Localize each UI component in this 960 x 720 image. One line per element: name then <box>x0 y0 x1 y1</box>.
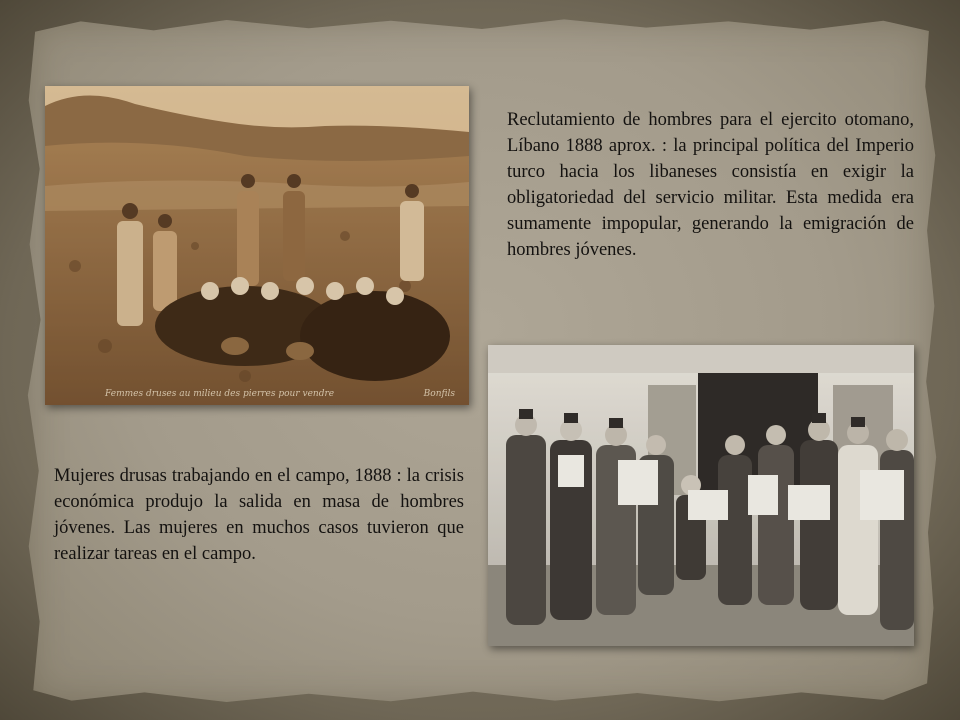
recruitment-illustration <box>488 345 914 646</box>
recruitment-description: Reclutamiento de hombres para el ejercito otomano, Líbano 1888 aprox. : la principal política del Imperio turco hacia los libaneses consistía en exigir la obligatoriedad del servicio militar. Esta medida era sumamente impopular, generando la emigración de hombres jóvenes. <box>507 109 914 260</box>
photo-inscription: Femmes druses au milieu des pierres pour vendre <box>105 389 335 399</box>
photo-ottoman-recruitment <box>488 345 914 646</box>
photo-signature: Bonfils <box>423 389 455 399</box>
photo-druze-women-field <box>45 86 469 405</box>
druze-women-illustration <box>45 86 469 405</box>
druze-women-description: Mujeres drusas trabajando en el campo, 1888 : la crisis económica produjo la salida en masa de hombres jóvenes. Las mujeres en muchos casos tuvieron que realizar tareas en el campo. <box>54 465 464 564</box>
